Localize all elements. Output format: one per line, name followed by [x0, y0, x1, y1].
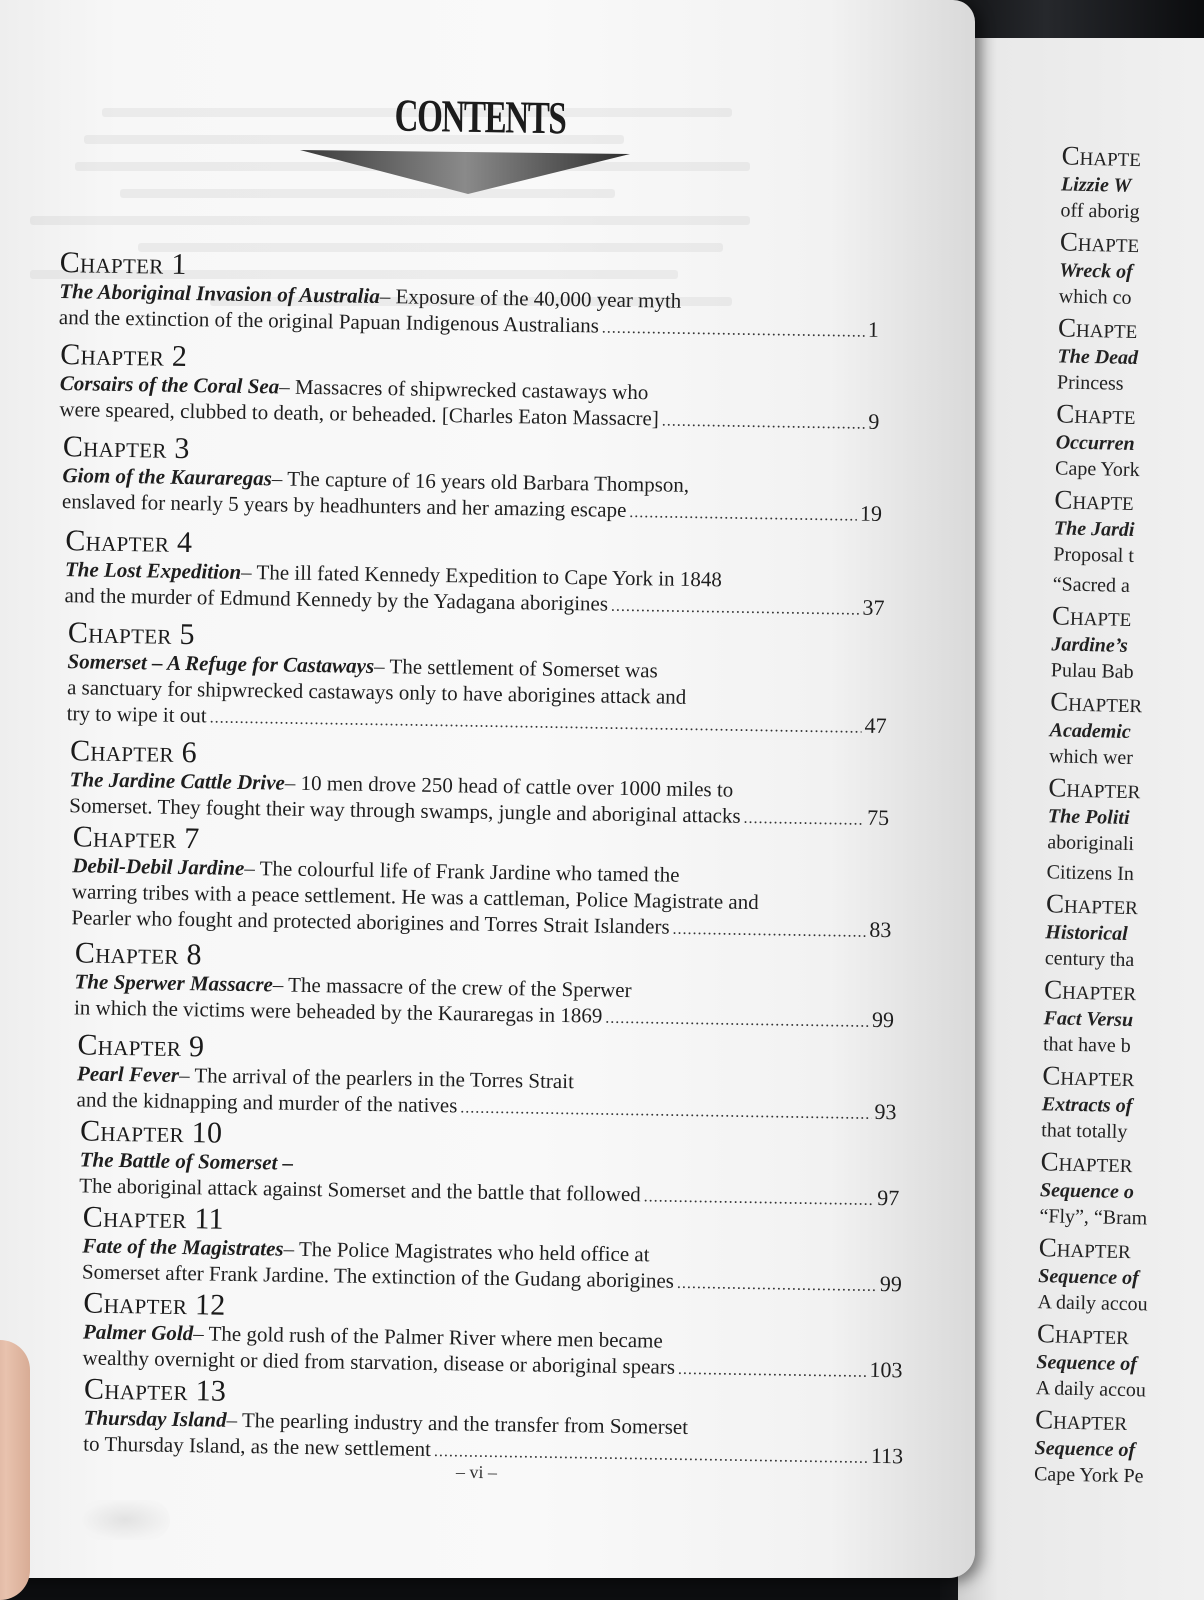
chapter-number: Chapter 12 — [83, 1286, 226, 1322]
chapter-description: – The settlement of Somerset was — [373, 653, 658, 683]
chapter-description: wealthy overnight or died from starvation, disease or aboriginal spears — [82, 1345, 676, 1379]
chapter-page-number: 97 — [876, 1184, 900, 1211]
chapter-page-number: 9 — [868, 408, 880, 434]
right-page-entry — [1039, 1146, 1201, 1231]
right-chapter-title: The Politi — [1047, 805, 1130, 829]
chapter-description: Somerset after Frank Jardine. The extinction of the Gudang aborigines — [81, 1259, 675, 1293]
chapter-number: Chapter 5 — [67, 616, 196, 652]
chapter-number: Chapter 2 — [60, 338, 188, 374]
chapter-title: Corsairs of the Coral Sea — [59, 371, 280, 399]
dot-leader — [662, 408, 866, 437]
right-chapter-number: Chapte — [1061, 140, 1142, 173]
chapter-description: – The capture of 16 years old Barbara Thompson, — [271, 466, 690, 497]
dot-leader — [611, 594, 860, 624]
table-of-contents — [58, 246, 910, 1469]
chapter-page-number: 37 — [862, 594, 885, 620]
right-chapter-line: “Fly”, “Bram — [1039, 1205, 1148, 1230]
chapter-page-number: 19 — [859, 500, 883, 526]
right-chapter-number: Chapte — [1055, 398, 1136, 431]
chapter-description: – Massacres of shipwrecked castaways who — [279, 374, 649, 405]
right-page-entry — [1046, 858, 1204, 887]
chapter-entry[interactable] — [62, 432, 883, 527]
right-page-entry — [1058, 226, 1204, 311]
right-chapter-line: Princess — [1056, 371, 1124, 395]
right-chapter-line: Cape York — [1054, 457, 1140, 482]
right-chapter-line: “Sacred a — [1052, 573, 1131, 597]
dot-leader — [672, 917, 866, 946]
chapter-entry[interactable] — [59, 248, 880, 343]
chapter-description: in which the victims were beheaded by the Kauraregas in 1869 — [73, 995, 603, 1028]
dot-leader — [678, 1357, 867, 1386]
right-chapter-title: Sequence of — [1034, 1437, 1136, 1462]
right-chapter-line: A daily accou — [1035, 1377, 1147, 1402]
chapter-page-number: 1 — [867, 316, 880, 342]
chapter-description: Somerset. They fought their way through swamps, jungle and aboriginal attacks — [69, 793, 741, 828]
chapter-description: enslaved for nearly 5 years by headhunters and her amazing escape — [61, 489, 627, 522]
right-chapter-number: Chapter — [1036, 1318, 1130, 1351]
right-chapter-number: Chapter — [1034, 1404, 1128, 1437]
dot-leader — [434, 1439, 868, 1472]
chapter-number: Chapter 10 — [79, 1114, 223, 1150]
right-chapter-title: Lizzie W — [1060, 173, 1132, 197]
right-chapter-number: Chapte — [1057, 312, 1138, 345]
dot-leader — [605, 1006, 869, 1036]
chapter-title: Giom of the Kauraregas — [62, 463, 273, 491]
chapter-description: warring tribes with a peace settlement. He was a cattleman, Police Magistrate and — [71, 879, 759, 915]
chapter-title: Somerset – A Refuge for Castaways — [67, 649, 375, 678]
chapter-entry[interactable] — [74, 938, 895, 1033]
chapter-description: try to wipe it out — [66, 701, 207, 728]
chapter-description: Pearler who fought and protected aborigines and Torres Strait Islanders — [71, 905, 670, 939]
chapter-description: – The pearling industry and the transfer from Somerset — [226, 1407, 689, 1440]
chapter-entry[interactable] — [59, 340, 880, 435]
right-chapter-line: which wer — [1048, 745, 1134, 770]
chapter-number: Chapter 9 — [77, 1028, 205, 1064]
chapter-title: The Sperwer Massacre — [74, 969, 273, 997]
right-chapter-line: Proposal t — [1053, 543, 1135, 568]
right-chapter-title: Wreck of — [1059, 259, 1134, 283]
chapter-number: Chapter 3 — [62, 430, 191, 466]
right-chapter-line: Cape York Pe — [1033, 1463, 1144, 1488]
dot-leader — [629, 500, 857, 530]
chapter-description: were speared, clubbed to death, or beheaded. [Charles Eaton Massacre] — [59, 397, 659, 431]
chapter-description: and the kidnapping and murder of the natives — [76, 1087, 458, 1118]
chapter-title: Palmer Gold — [82, 1319, 194, 1346]
chapter-entry[interactable] — [71, 822, 893, 943]
chapter-page-number: 83 — [869, 916, 892, 943]
right-chapter-number: Chapter — [1048, 772, 1141, 805]
chapter-number: Chapter 8 — [74, 936, 203, 972]
right-page-entry — [1036, 1318, 1198, 1403]
dot-leader — [743, 806, 864, 834]
right-page-entry — [1055, 398, 1204, 483]
page-wear — [80, 1500, 170, 1540]
right-chapter-line: Citizens In — [1046, 861, 1135, 886]
right-page-entry — [1051, 600, 1204, 685]
right-chapter-line: off aborig — [1060, 199, 1140, 224]
right-page-entry — [1037, 1232, 1199, 1317]
chapter-entry[interactable] — [66, 618, 888, 739]
right-chapter-line: Pulau Bab — [1050, 659, 1134, 684]
right-chapter-title: The Jardi — [1053, 517, 1135, 542]
right-chapter-number: Chapte — [1059, 226, 1140, 259]
right-chapter-line: century tha — [1044, 947, 1135, 972]
dot-leader — [209, 705, 861, 741]
chapter-description: – 10 men drove 250 head of cattle over 1000 miles to — [284, 770, 734, 802]
chapter-title: Fate of the Magistrates — [82, 1233, 284, 1261]
right-chapter-number: Chapter — [1043, 974, 1137, 1007]
chapter-title: The Aboriginal Invasion of Australia — [59, 278, 381, 309]
right-chapter-number: Chapter — [1042, 1060, 1135, 1093]
chapter-description: a sanctuary for shipwrecked castaways only to have aborigines attack and — [66, 675, 687, 709]
chapter-page-number: 103 — [869, 1356, 903, 1383]
chapter-description: – The arrival of the pearlers in the Torres Strait — [178, 1062, 575, 1094]
right-chapter-line: that have b — [1042, 1033, 1132, 1058]
chapter-number: Chapter 7 — [72, 820, 200, 856]
right-chapter-title: Fact Versu — [1043, 1007, 1134, 1032]
right-page-entry — [1047, 772, 1204, 857]
chapter-page-number: 93 — [874, 1098, 897, 1125]
chapter-description: – The Police Magistrates who held office at — [283, 1236, 650, 1267]
chapter-number: Chapter 4 — [65, 524, 193, 560]
right-chapter-number: Chapter — [1040, 1146, 1133, 1179]
chapter-entry[interactable] — [83, 1372, 904, 1470]
chapter-number: Chapter 6 — [69, 734, 198, 770]
page-title: CONTENTS — [394, 89, 566, 144]
chapter-title: Thursday Island — [83, 1405, 227, 1432]
chapter-description: – The massacre of the crew of the Sperwer — [272, 972, 632, 1003]
chapter-title: Debil-Debil Jardine — [72, 853, 245, 880]
chapter-description: – Exposure of the 40,000 year myth — [379, 284, 682, 313]
right-page-entry — [1045, 888, 1204, 973]
chapter-entry[interactable] — [64, 526, 885, 621]
chapter-description: – The gold rush of the Palmer River where men became — [193, 1321, 663, 1353]
dot-leader — [602, 316, 865, 346]
chapter-description: and the extinction of the original Papuan Indigenous Australians — [58, 304, 600, 338]
chapter-entry[interactable] — [82, 1286, 903, 1384]
right-chapter-line: that totally — [1041, 1119, 1128, 1144]
chapter-description: – The ill fated Kennedy Expedition to Cape York in 1848 — [240, 559, 723, 592]
chapter-page-number: 113 — [870, 1442, 904, 1469]
right-page — [958, 38, 1204, 1600]
chapter-entry[interactable] — [76, 1030, 897, 1125]
page-number: – vi – — [455, 1461, 498, 1483]
right-chapter-line: which co — [1058, 285, 1132, 309]
right-chapter-title: Jardine’s — [1051, 633, 1128, 657]
chapter-entry[interactable] — [82, 1202, 903, 1297]
chapter-description: to Thursday Island, as the new settlement — [83, 1431, 432, 1461]
chapter-page-number: 75 — [866, 804, 890, 831]
right-chapter-title: Occurren — [1055, 431, 1135, 456]
chapter-page-number: 99 — [871, 1006, 895, 1033]
right-chapter-title: The Dead — [1057, 345, 1139, 370]
right-page-entry — [1057, 312, 1204, 397]
arrow-banner-graphic — [300, 148, 630, 196]
right-chapter-number: Chapter — [1049, 686, 1143, 719]
right-page-contents — [1033, 140, 1204, 1488]
chapter-description: and the murder of Edmund Kennedy by the Yadagana aborigines — [64, 583, 609, 616]
dot-leader — [677, 1271, 877, 1300]
dot-leader — [644, 1184, 875, 1214]
chapter-description: – The colourful life of Frank Jardine who tamed the — [244, 855, 680, 887]
right-page-entry — [1034, 1404, 1196, 1489]
right-page-entry — [1052, 570, 1204, 599]
chapter-title: The Lost Expedition — [64, 557, 242, 584]
right-chapter-number: Chapter — [1038, 1232, 1132, 1265]
right-page-entry — [1049, 686, 1204, 771]
right-chapter-line: A daily accou — [1037, 1291, 1148, 1316]
chapter-description: The aboriginal attack against Somerset and the battle that followed — [79, 1173, 641, 1207]
right-page-entry — [1053, 484, 1204, 569]
chapter-entry[interactable] — [69, 736, 890, 831]
chapter-title: The Jardine Cattle Drive — [69, 767, 286, 795]
right-page-entry — [1041, 1060, 1203, 1145]
right-chapter-title: Sequence of — [1036, 1351, 1138, 1376]
chapter-number: Chapter 13 — [83, 1372, 227, 1408]
right-chapter-title: Sequence of — [1037, 1265, 1139, 1290]
right-chapter-title: Historical — [1045, 921, 1128, 945]
right-page-entry — [1060, 140, 1204, 225]
chapter-title: The Battle of Somerset – — [79, 1147, 294, 1175]
right-chapter-title: Sequence o — [1039, 1179, 1135, 1204]
right-chapter-title: Extracts of — [1041, 1093, 1133, 1118]
chapter-page-number: 99 — [879, 1271, 903, 1297]
right-chapter-number: Chapter — [1045, 888, 1139, 921]
chapter-page-number: 47 — [864, 712, 887, 739]
right-chapter-title: Academic — [1049, 719, 1131, 743]
right-chapter-number: Chapte — [1054, 484, 1135, 517]
right-chapter-line: aboriginali — [1047, 831, 1135, 856]
right-page-entry — [1043, 974, 1204, 1059]
chapter-entry[interactable] — [79, 1116, 900, 1211]
chapter-number: Chapter 11 — [82, 1200, 225, 1236]
right-chapter-number: Chapte — [1051, 600, 1132, 632]
chapter-title: Pearl Fever — [76, 1061, 180, 1087]
thumb — [0, 1340, 30, 1600]
chapter-number: Chapter 1 — [59, 246, 187, 281]
